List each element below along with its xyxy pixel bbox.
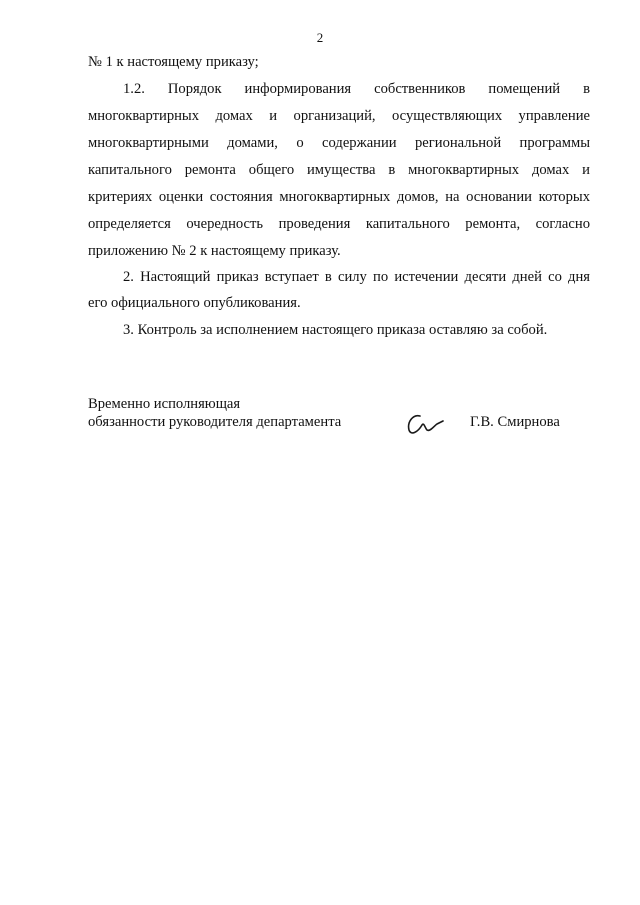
body-line: его официального опубликования. [88,295,301,311]
signatory-name: Г.В. Смирнова [470,414,560,430]
body-line: 3. Контроль за исполнением настоящего приказа оставляю за собой. [123,322,548,338]
body-line: многоквартирных домах и организаций, осуществляющих управление [88,108,590,124]
body-line: 2. Настоящий приказ вступает в силу по истечении десяти дней со дня [123,269,590,285]
body-line: капитального ремонта общего имущества в многоквартирных домах и [88,162,590,178]
handwritten-signature [404,410,444,438]
body-line: приложению № 2 к настоящему приказу. [88,243,341,259]
signatory-title-line2: обязанности руководителя департамента [88,414,342,430]
body-line: критериях оценки состояния многоквартирных домов, на основании которых [88,189,590,205]
body-line: 1.2. Порядок информирования собственников помещений в [123,81,590,97]
body-line: определяется очередность проведения капитального ремонта, согласно [88,216,590,232]
page-number: 2 [316,30,324,45]
body-line: многоквартирными домами, о содержании региональной программы [88,135,590,151]
signatory-title-line1: Временно исполняющая [88,396,241,412]
body-line: № 1 к настоящему приказу; [88,54,259,70]
